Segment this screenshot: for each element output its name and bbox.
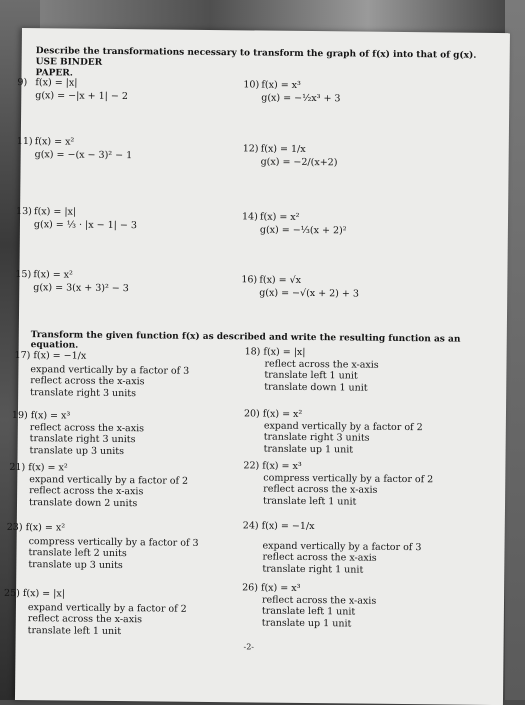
problem-g: g(x) = −√(x + 2) + 3: [259, 287, 360, 300]
problem-f: f(x) = x²: [33, 269, 73, 281]
problem-f: f(x) = 1/x: [260, 143, 306, 155]
problem-number: 26): [242, 582, 259, 594]
problem-26: [242, 582, 377, 629]
problem-f: f(x) = √x: [259, 274, 302, 286]
section-2-title: Transform the given function f(x) as described and write the resulting function as an equation.: [30, 330, 461, 351]
problem-14: [260, 211, 347, 238]
step: translate down 2 units: [28, 496, 138, 509]
problem-16: [259, 273, 359, 300]
problem-f: f(x) = x³: [30, 410, 71, 422]
problem-number: 25): [4, 587, 20, 600]
problem-g: g(x) = −½x³ + 3: [261, 92, 341, 105]
problem-f: f(x) = |x|: [35, 77, 78, 89]
step: translate up 3 units: [29, 444, 125, 457]
problem-number: 20): [243, 408, 260, 420]
step: translate right 3 units: [30, 386, 137, 399]
step: reflect across the x-axis: [264, 358, 379, 371]
step: translate left 1 unit: [261, 605, 356, 618]
step: reflect across the x-axis: [29, 485, 144, 498]
step: compress vertically by a factor of 2: [263, 472, 434, 485]
step: translate right 3 units: [29, 433, 136, 446]
problem-number: 21): [9, 461, 26, 474]
problem-24: [242, 520, 421, 576]
problem-number: 19): [11, 409, 28, 422]
problem-f: f(x) = x²: [262, 408, 303, 420]
step: translate up 1 unit: [261, 617, 352, 629]
problem-f: f(x) = x²: [259, 211, 300, 223]
problem-number: 22): [243, 460, 260, 472]
step: reflect across the x-axis: [29, 421, 145, 434]
problem-11: [35, 135, 133, 162]
problem-10: [261, 79, 341, 106]
problem-number: 18): [244, 346, 261, 358]
problem-21: [9, 462, 188, 510]
problem-19: [12, 410, 145, 457]
problem-g: g(x) = 3(x + 3)² − 3: [33, 282, 129, 295]
problem-f: f(x) = −1/x: [33, 350, 87, 362]
problem-number: 12): [242, 143, 259, 155]
step: translate left 1 unit: [264, 369, 358, 382]
problem-g: g(x) = −2/(x+2): [260, 156, 338, 169]
step: reflect across the x-axis: [261, 594, 377, 607]
step: translate up 3 units: [28, 558, 123, 571]
problem-number: 13): [16, 205, 32, 218]
problem-number: 16): [241, 274, 258, 286]
problem-9: [35, 76, 128, 103]
problem-f: f(x) = x³: [261, 79, 301, 91]
page-number: -2-: [243, 642, 255, 652]
step: translate left 1 unit: [27, 624, 122, 637]
problem-f: f(x) = x²: [34, 136, 75, 148]
step: expand vertically by a factor of 3: [262, 540, 422, 553]
problem-23: [6, 522, 198, 572]
step: translate left 2 units: [28, 547, 127, 560]
header-line-1: Describe the transformations necessary to transform the graph of f(x) into that of g(x). USE BINDER: [35, 46, 477, 68]
problem-g: g(x) = −(x − 3)² − 1: [34, 149, 133, 162]
step: reflect across the x-axis: [27, 613, 143, 626]
step: translate right 3 units: [263, 431, 370, 444]
problem-g: g(x) = −⅓(x + 2)²: [259, 224, 347, 237]
step: translate right 1 unit: [262, 563, 364, 576]
problem-f: f(x) = x³: [260, 582, 301, 594]
step: expand vertically by a factor of 2: [263, 420, 423, 433]
step: expand vertically by a factor of 2: [27, 601, 187, 615]
problem-number: 11): [16, 135, 33, 148]
problem-12: [261, 143, 338, 170]
step: reflect across the x-axis: [30, 375, 145, 388]
step: translate down 1 unit: [264, 381, 368, 394]
problem-f: f(x) = −1/x: [261, 520, 315, 533]
problem-f: f(x) = x²: [25, 522, 66, 534]
step: expand vertically by a factor of 2: [29, 473, 189, 487]
problem-18: [244, 346, 379, 393]
problem-f: f(x) = |x|: [34, 206, 77, 218]
problem-15: [33, 268, 129, 295]
problem-number: 15): [15, 268, 32, 281]
step: expand vertically by a factor of 3: [30, 363, 190, 377]
header-line-2: PAPER.: [35, 68, 73, 79]
problem-number: 14): [241, 211, 258, 223]
problem-f: f(x) = x²: [28, 462, 68, 474]
step: reflect across the x-axis: [262, 551, 377, 564]
problem-13: [34, 205, 137, 232]
step: translate up 1 unit: [263, 443, 354, 455]
problem-22: [243, 460, 433, 508]
step: translate left 1 unit: [263, 495, 357, 508]
worksheet-page: [4, 28, 510, 705]
problem-20: [244, 408, 423, 456]
problem-f: f(x) = |x|: [263, 346, 306, 358]
problem-number: 23): [6, 521, 23, 534]
problem-number: 9): [17, 76, 28, 89]
step: compress vertically by a factor of 3: [28, 535, 199, 549]
problem-f: f(x) = |x|: [22, 588, 66, 600]
step: reflect across the x-axis: [263, 483, 378, 496]
problem-17: [14, 350, 189, 400]
problem-g: g(x) = ⅓ · |x − 1| − 3: [33, 219, 137, 232]
problem-f: f(x) = x³: [262, 460, 302, 472]
problem-number: 17): [14, 349, 31, 362]
problem-number: 10): [243, 79, 260, 91]
problem-number: 24): [242, 520, 259, 532]
problem-g: g(x) = −|x + 1| − 2: [35, 90, 129, 103]
problem-25: [4, 588, 187, 638]
